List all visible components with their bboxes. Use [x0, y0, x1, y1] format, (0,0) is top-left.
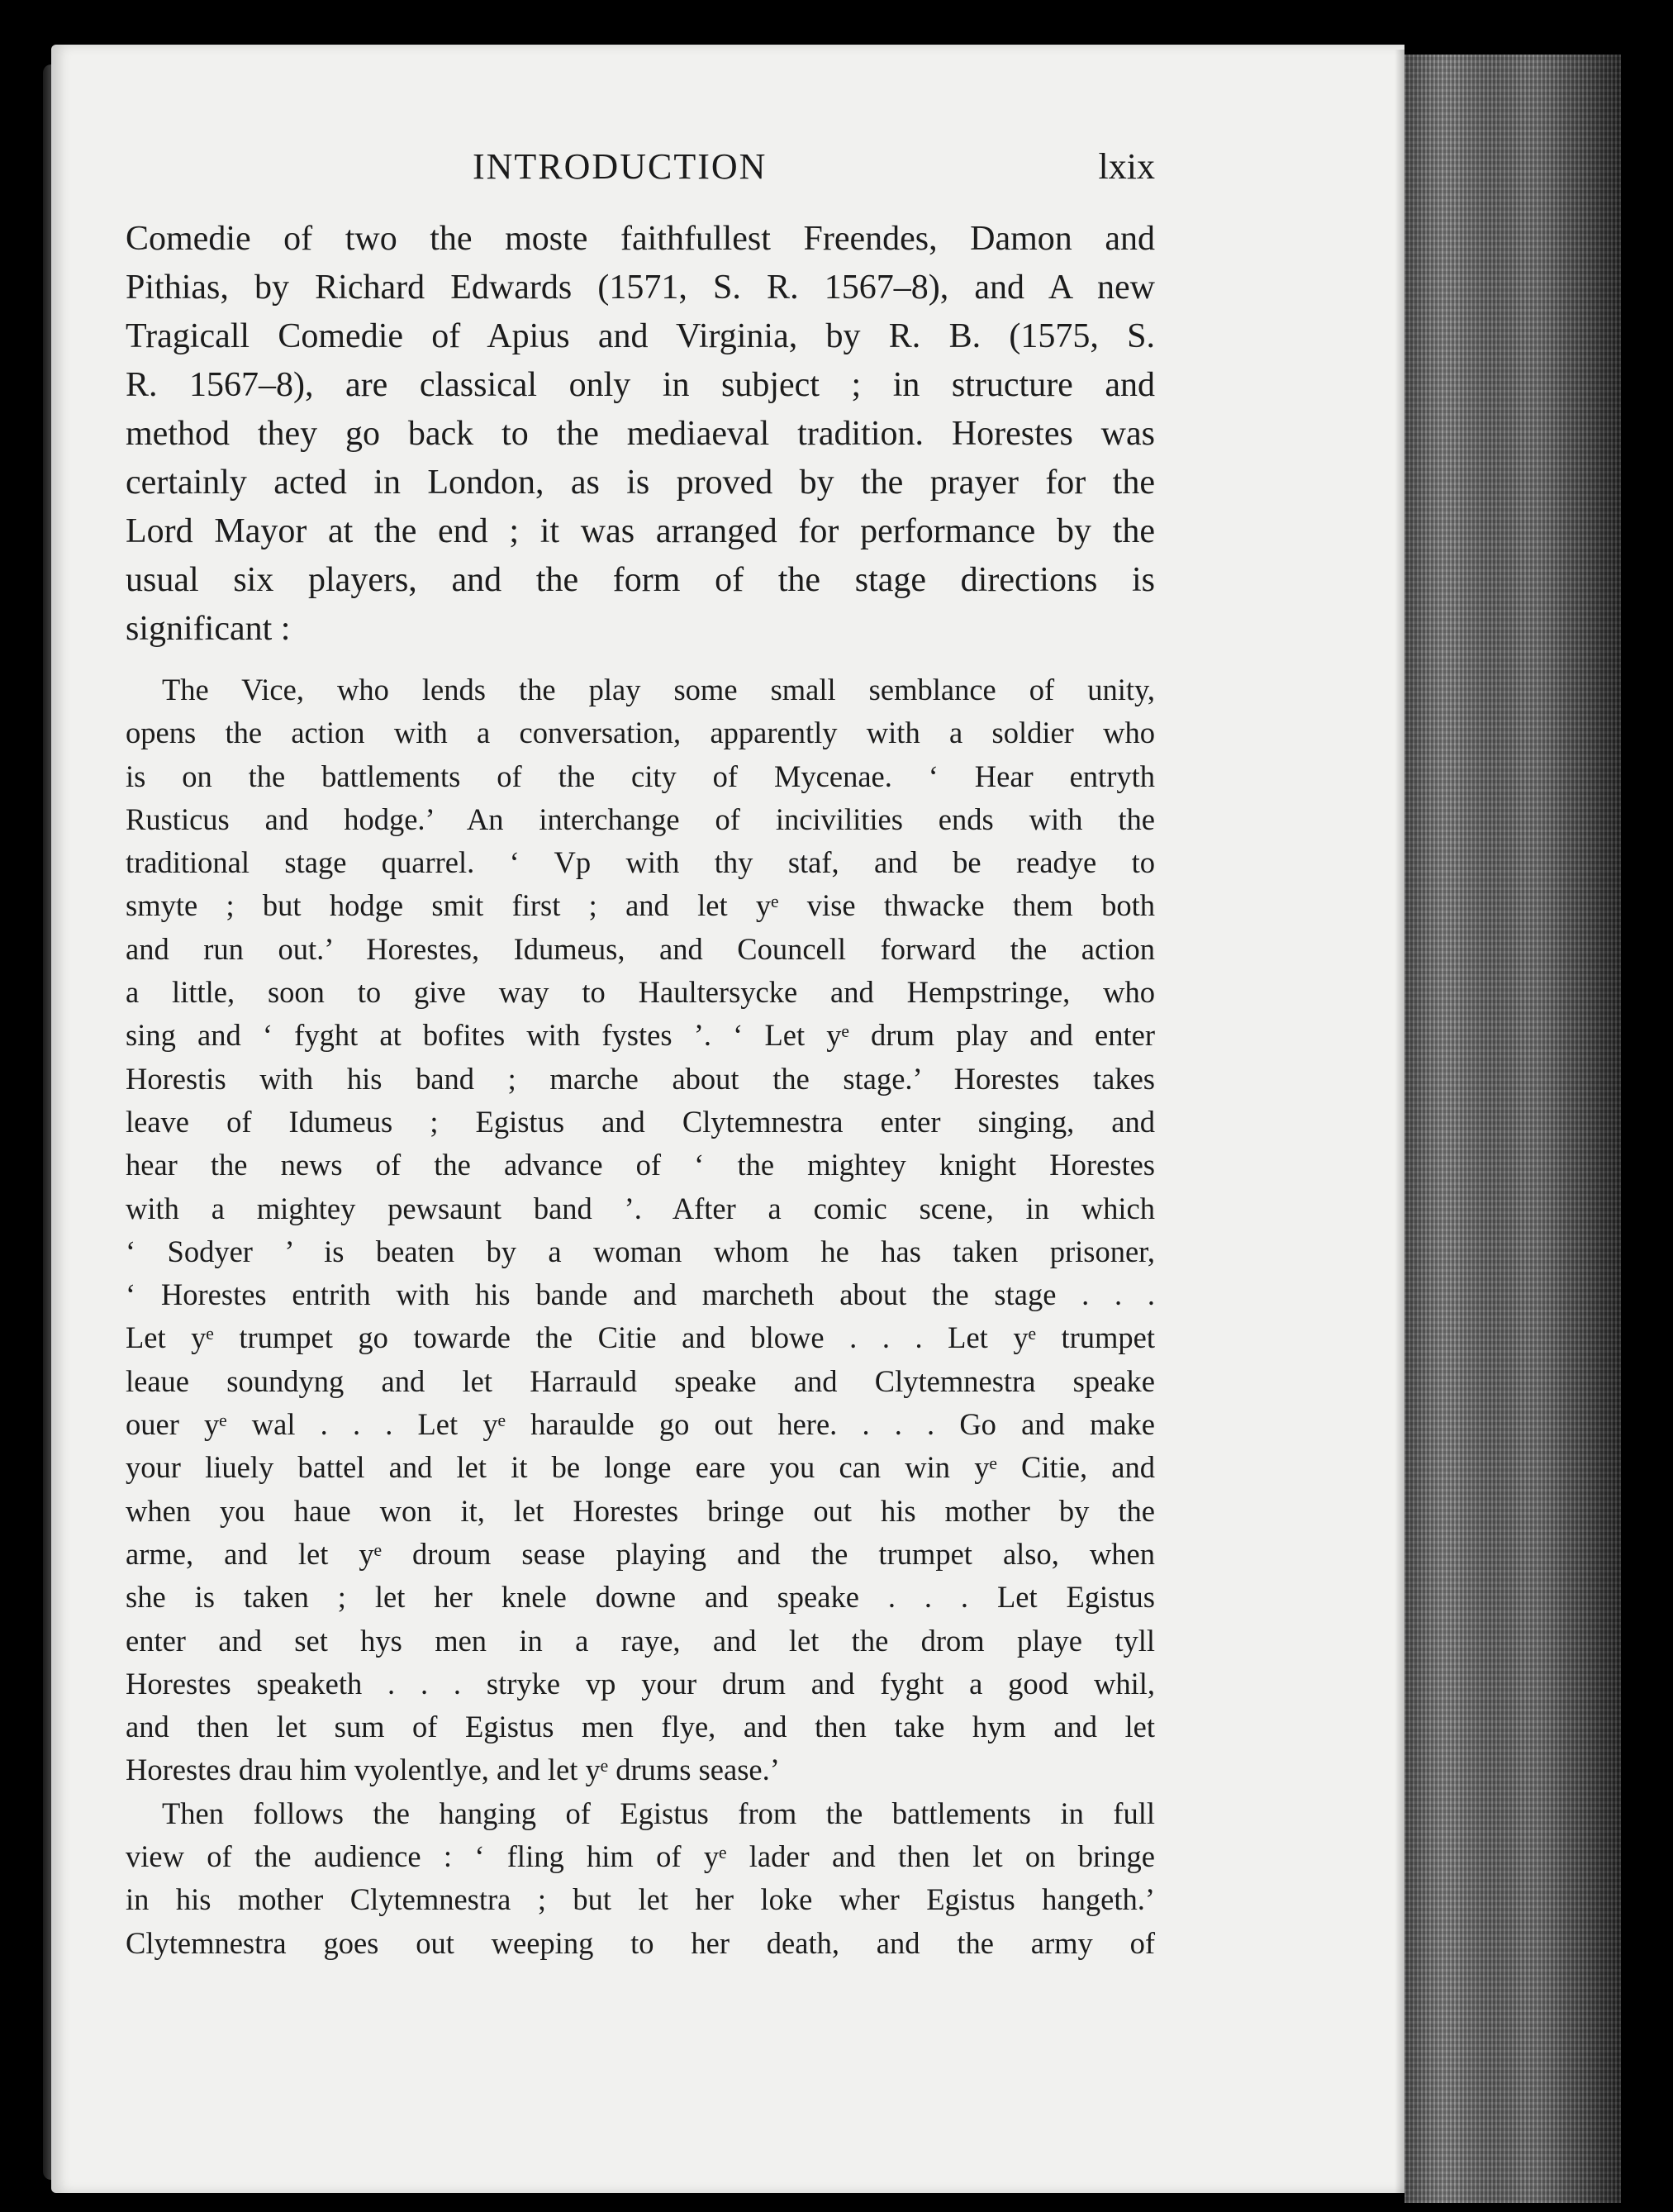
text-line: in his mother Clytemnestra ; but let her loke wher Egistus hangeth.’: [126, 1882, 1155, 1917]
text-line: traditional stage quarrel. ‘ Vp with thy staf, and be readye to: [126, 845, 1155, 880]
paragraph-intro: [126, 215, 1155, 654]
text-line: Horestes drau him vyolentlye, and let yᵉ drums sease.’: [126, 1753, 780, 1787]
text-line: significant :: [126, 610, 291, 648]
text-line: Tragicall Comedie of Apius and Virginia, by R. B. (1575, S.: [126, 317, 1155, 355]
text-line: leave of Idumeus ; Egistus and Clytemnestra enter singing, and: [126, 1104, 1155, 1139]
text-line: with a mightey pewsaunt band ’. After a comic scene, in which: [126, 1191, 1155, 1225]
text-line: Let yᵉ trumpet go towarde the Citie and blowe . . . Let yᵉ trumpet: [126, 1320, 1155, 1355]
paragraph-summary: [126, 668, 1155, 1792]
text-line: usual six players, and the form of the stage directions is: [126, 561, 1155, 599]
text-line: Comedie of two the moste faithfullest Freendes, Damon and: [126, 220, 1155, 258]
text-line: and then let sum of Egistus men flye, and then take hym and let: [126, 1710, 1155, 1744]
text-line: sing and ‘ fyght at bofites with fystes ’. ‘ Let yᵉ drum play and enter: [126, 1018, 1155, 1053]
page-body: [126, 215, 1155, 1965]
text-line: ouer yᵉ wal . . . Let yᵉ haraulde go out here. . . . Go and make: [126, 1407, 1155, 1442]
text-line: smyte ; but hodge smit first ; and let yᵉ vise thwacke them both: [126, 888, 1155, 923]
text-line: certainly acted in London, as is proved by the prayer for the: [126, 464, 1155, 502]
book-page-edges: [1404, 55, 1621, 2203]
text-line: R. 1567–8), are classical only in subject ; in structure and: [126, 366, 1155, 404]
page-header: [126, 145, 1155, 195]
text-line: enter and set hys men in a raye, and let the drom playe tyll: [126, 1623, 1155, 1658]
text-line: view of the audience : ‘ fling him of yᵉ lader and then let on bringe: [126, 1839, 1155, 1874]
text-line: ‘ Sodyer ’ is beaten by a woman whom he has taken prisoner,: [126, 1234, 1155, 1268]
running-head: INTRODUCTION: [473, 146, 768, 187]
page-number: lxix: [1098, 146, 1155, 187]
text-line: Lord Mayor at the end ; it was arranged for performance by the: [126, 512, 1155, 550]
text-line: she is taken ; let her knele downe and speake . . . Let Egistus: [126, 1580, 1155, 1615]
text-line: is on the battlements of the city of Mycenae. ‘ Hear entryth: [126, 759, 1155, 793]
text-line: hear the news of the advance of ‘ the mightey knight Horestes: [126, 1148, 1155, 1182]
paragraph-continuation: [126, 1792, 1155, 1965]
text-line: arme, and let yᵉ droum sease playing and the trumpet also, when: [126, 1536, 1155, 1571]
text-line: Horestes speaketh . . . stryke vp your drum and fyght a good whil,: [126, 1666, 1155, 1701]
text-line: Rusticus and hodge.’ An interchange of incivilities ends with the: [126, 802, 1155, 836]
text-line: a little, soon to give way to Haultersycke and Hempstringe, who: [126, 975, 1155, 1010]
text-line: method they go back to the mediaeval tradition. Horestes was: [126, 415, 1155, 453]
text-line: leaue soundyng and let Harrauld speake and Clytemnestra speake: [126, 1363, 1155, 1398]
text-line: ‘ Horestes entrith with his bande and marcheth about the stage . . .: [126, 1277, 1155, 1312]
text-line: your liuely battel and let it be longe eare you can win yᵉ Citie, and: [126, 1450, 1155, 1485]
text-line: Horestis with his band ; marche about the stage.’ Horestes takes: [126, 1061, 1155, 1096]
text-line: and run out.’ Horestes, Idumeus, and Councell forward the action: [126, 931, 1155, 966]
text-line: Clytemnestra goes out weeping to her death, and the army of: [126, 1925, 1155, 1960]
text-line: Then follows the hanging of Egistus from the battlements in full: [162, 1796, 1155, 1830]
text-line: when you haue won it, let Horestes bringe out his mother by the: [126, 1493, 1155, 1528]
text-line: The Vice, who lends the play some small semblance of unity,: [162, 673, 1155, 706]
text-line: opens the action with a conversation, apparently with a soldier who: [126, 716, 1155, 750]
text-line: Pithias, by Richard Edwards (1571, S. R. 1567–8), and A new: [126, 269, 1155, 307]
